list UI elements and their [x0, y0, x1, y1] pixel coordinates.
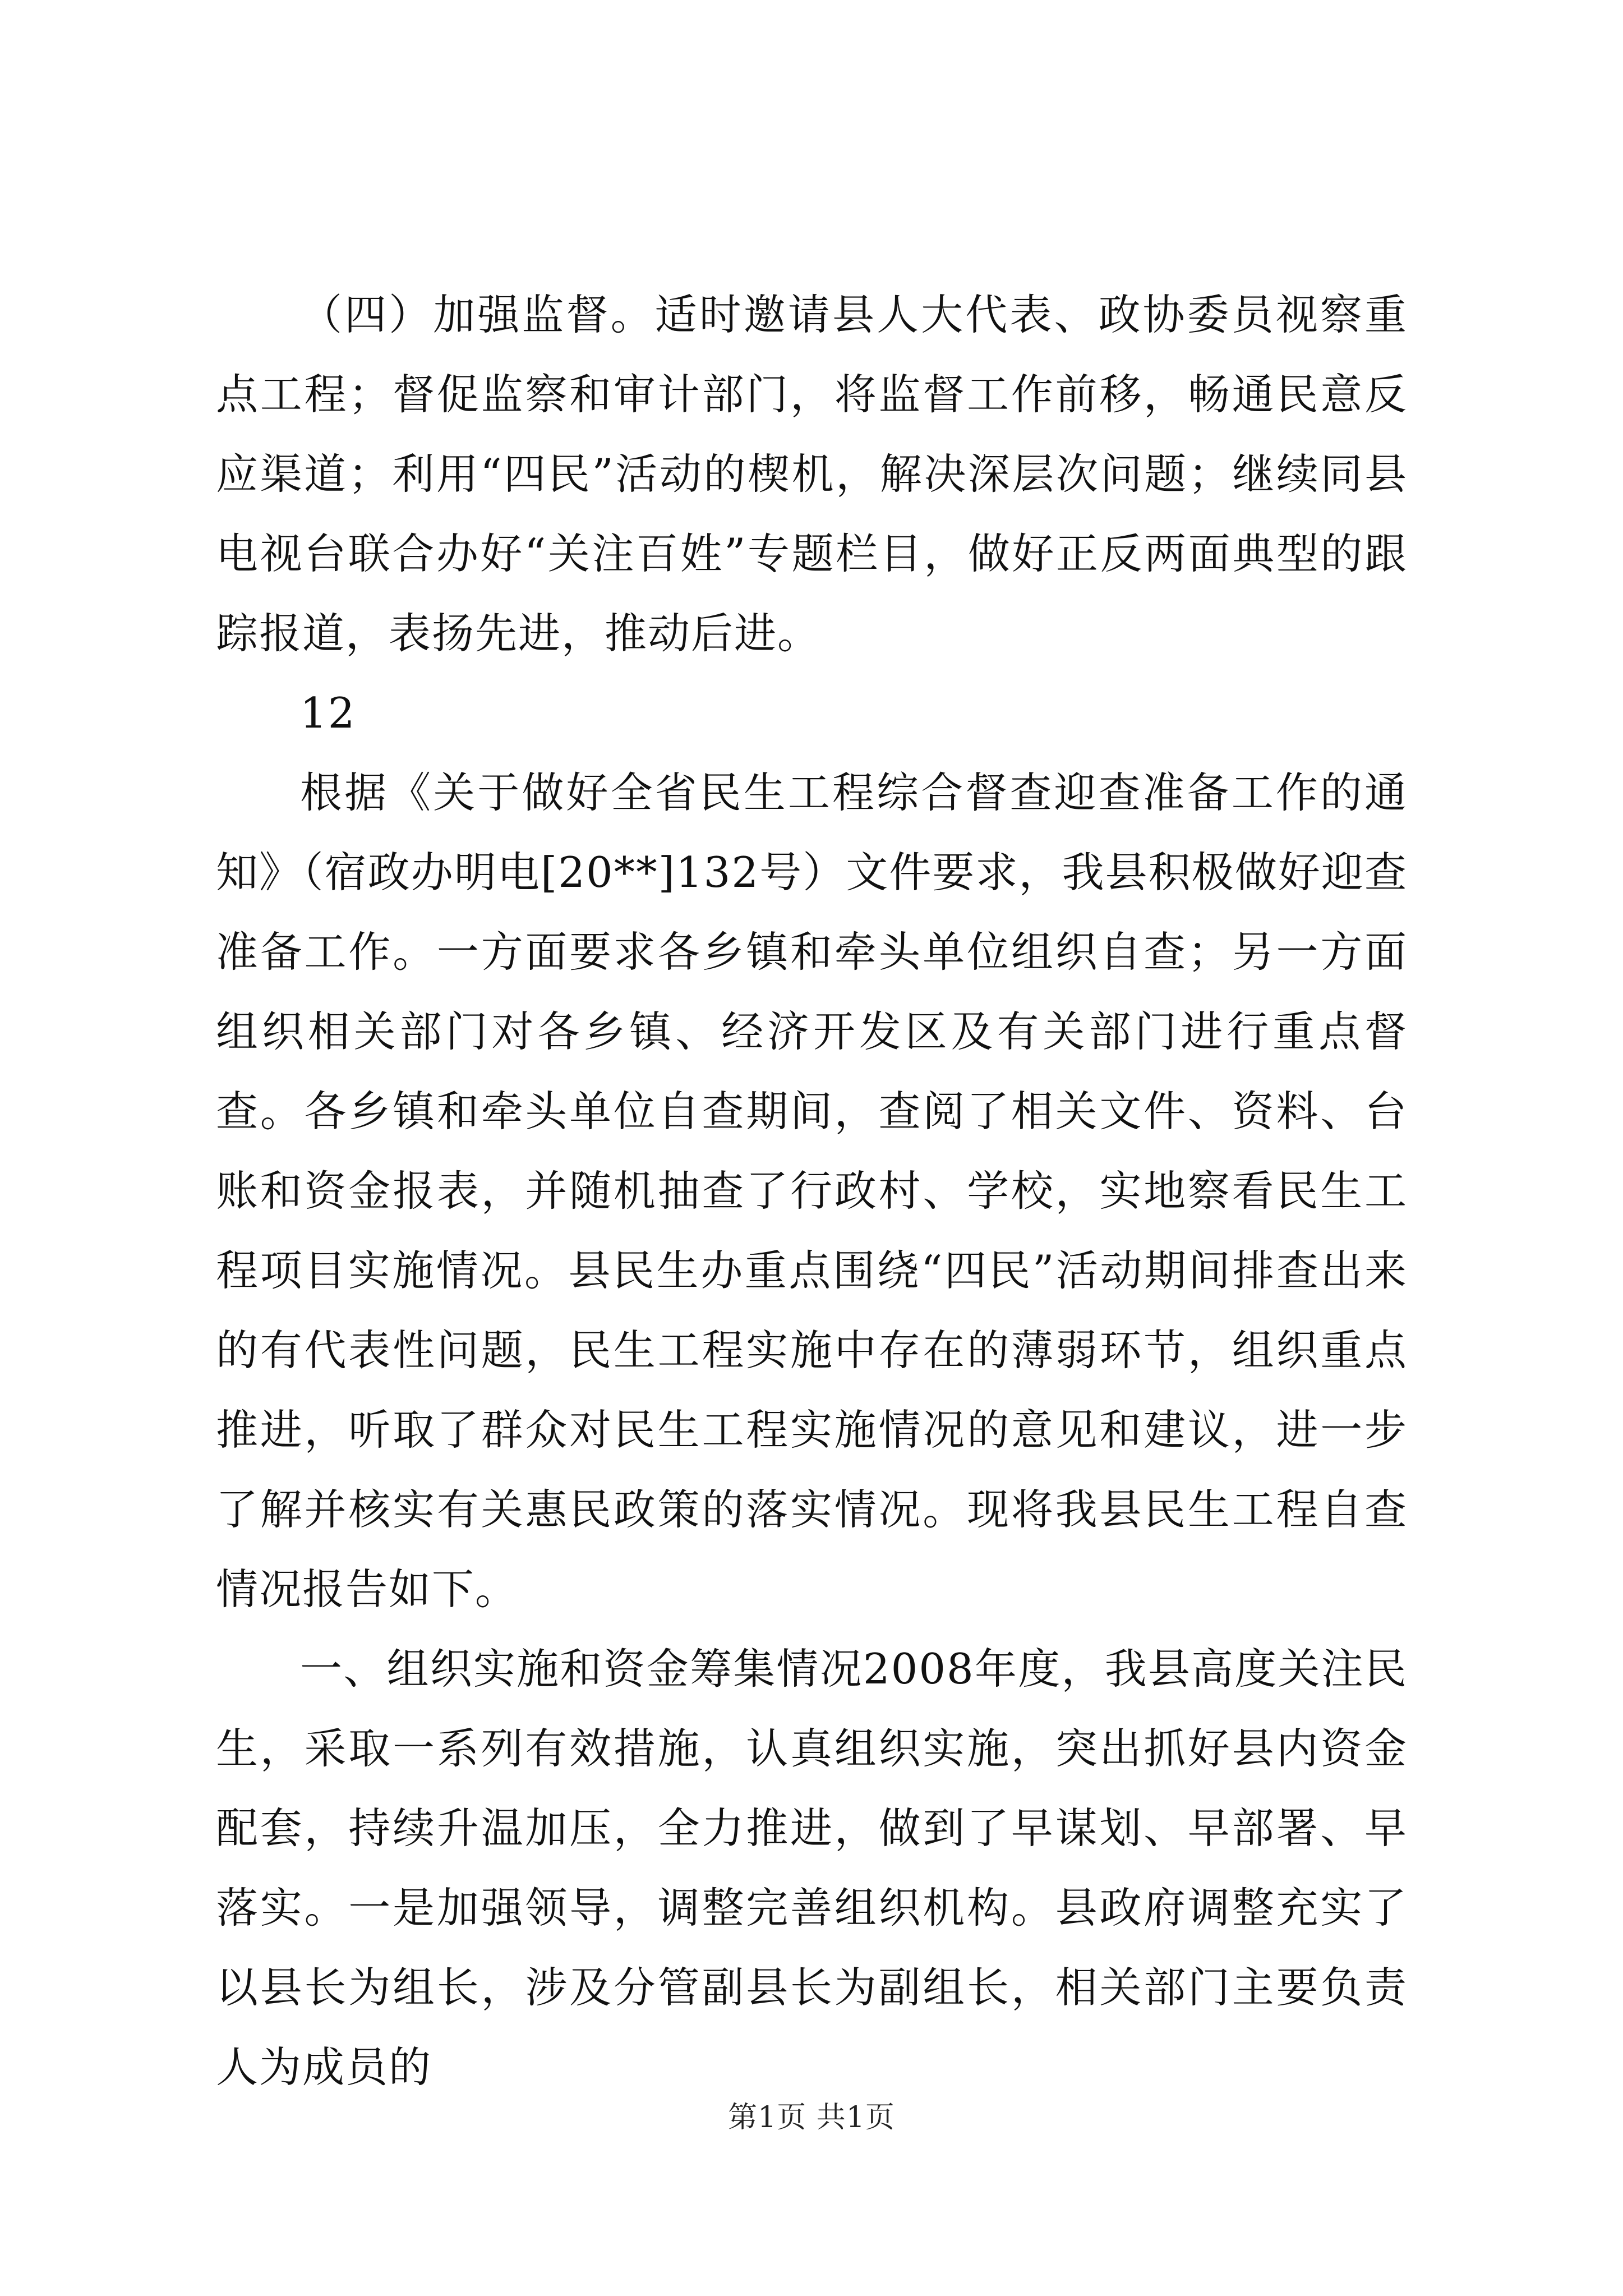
paragraph-inspection-intro: 根据《关于做好全省民生工程综合督查迎查准备工作的通知》（宿政办明电[20**]132号）文件要求，我县积极做好迎查准备工作。一方面要求各乡镇和牵头单位组织自查；另一方面组织相关部门对各乡镇、经济开发区及有关部门进行重点督查。各乡镇和牵头单位自查期间，查阅了相关文件、资料、台账和资金报表，并随机抽查了行政村、学校，实地察看民生工程项目实施情况。县民生办重点围绕“四民”活动期间排查出来的有代表性问题，民生工程实施中存在的薄弱环节，组织重点推进，听取了群众对民生工程实施情况的意见和建议，进一步了解并核实有关惠民政策的落实情况。现将我县民生工程自查情况报告如下。 — [216, 768, 1408, 1614]
paragraph-supervision: （四）加强监督。适时邀请县人大代表、政协委员视察重点工程；督促监察和审计部门，将监督工作前移，畅通民意反应渠道；利用“四民”活动的楔机，解决深层次问题；继续同县电视台联合办好“关注百姓”专题栏目，做好正反两面典型的跟踪报道，表扬先进，推动后进。 — [216, 290, 1408, 658]
paragraph-number: 12 — [300, 688, 356, 738]
document-body — [216, 275, 1408, 2107]
page-footer: 第1页 共1页 — [728, 2101, 895, 2134]
paragraph-organization-funding: 一、组织实施和资金筹集情况2008年度，我县高度关注民生，采取一系列有效措施，认真组织实施，突出抓好县内资金配套，持续升温加压，全力推进，做到了早谋划、早部署、早落实。一是加强领导，调整完善组织机构。县政府调整充实了以县长为组长，涉及分管副县长为副组长，相关部门主要负责人为成员的 — [216, 1644, 1408, 2092]
